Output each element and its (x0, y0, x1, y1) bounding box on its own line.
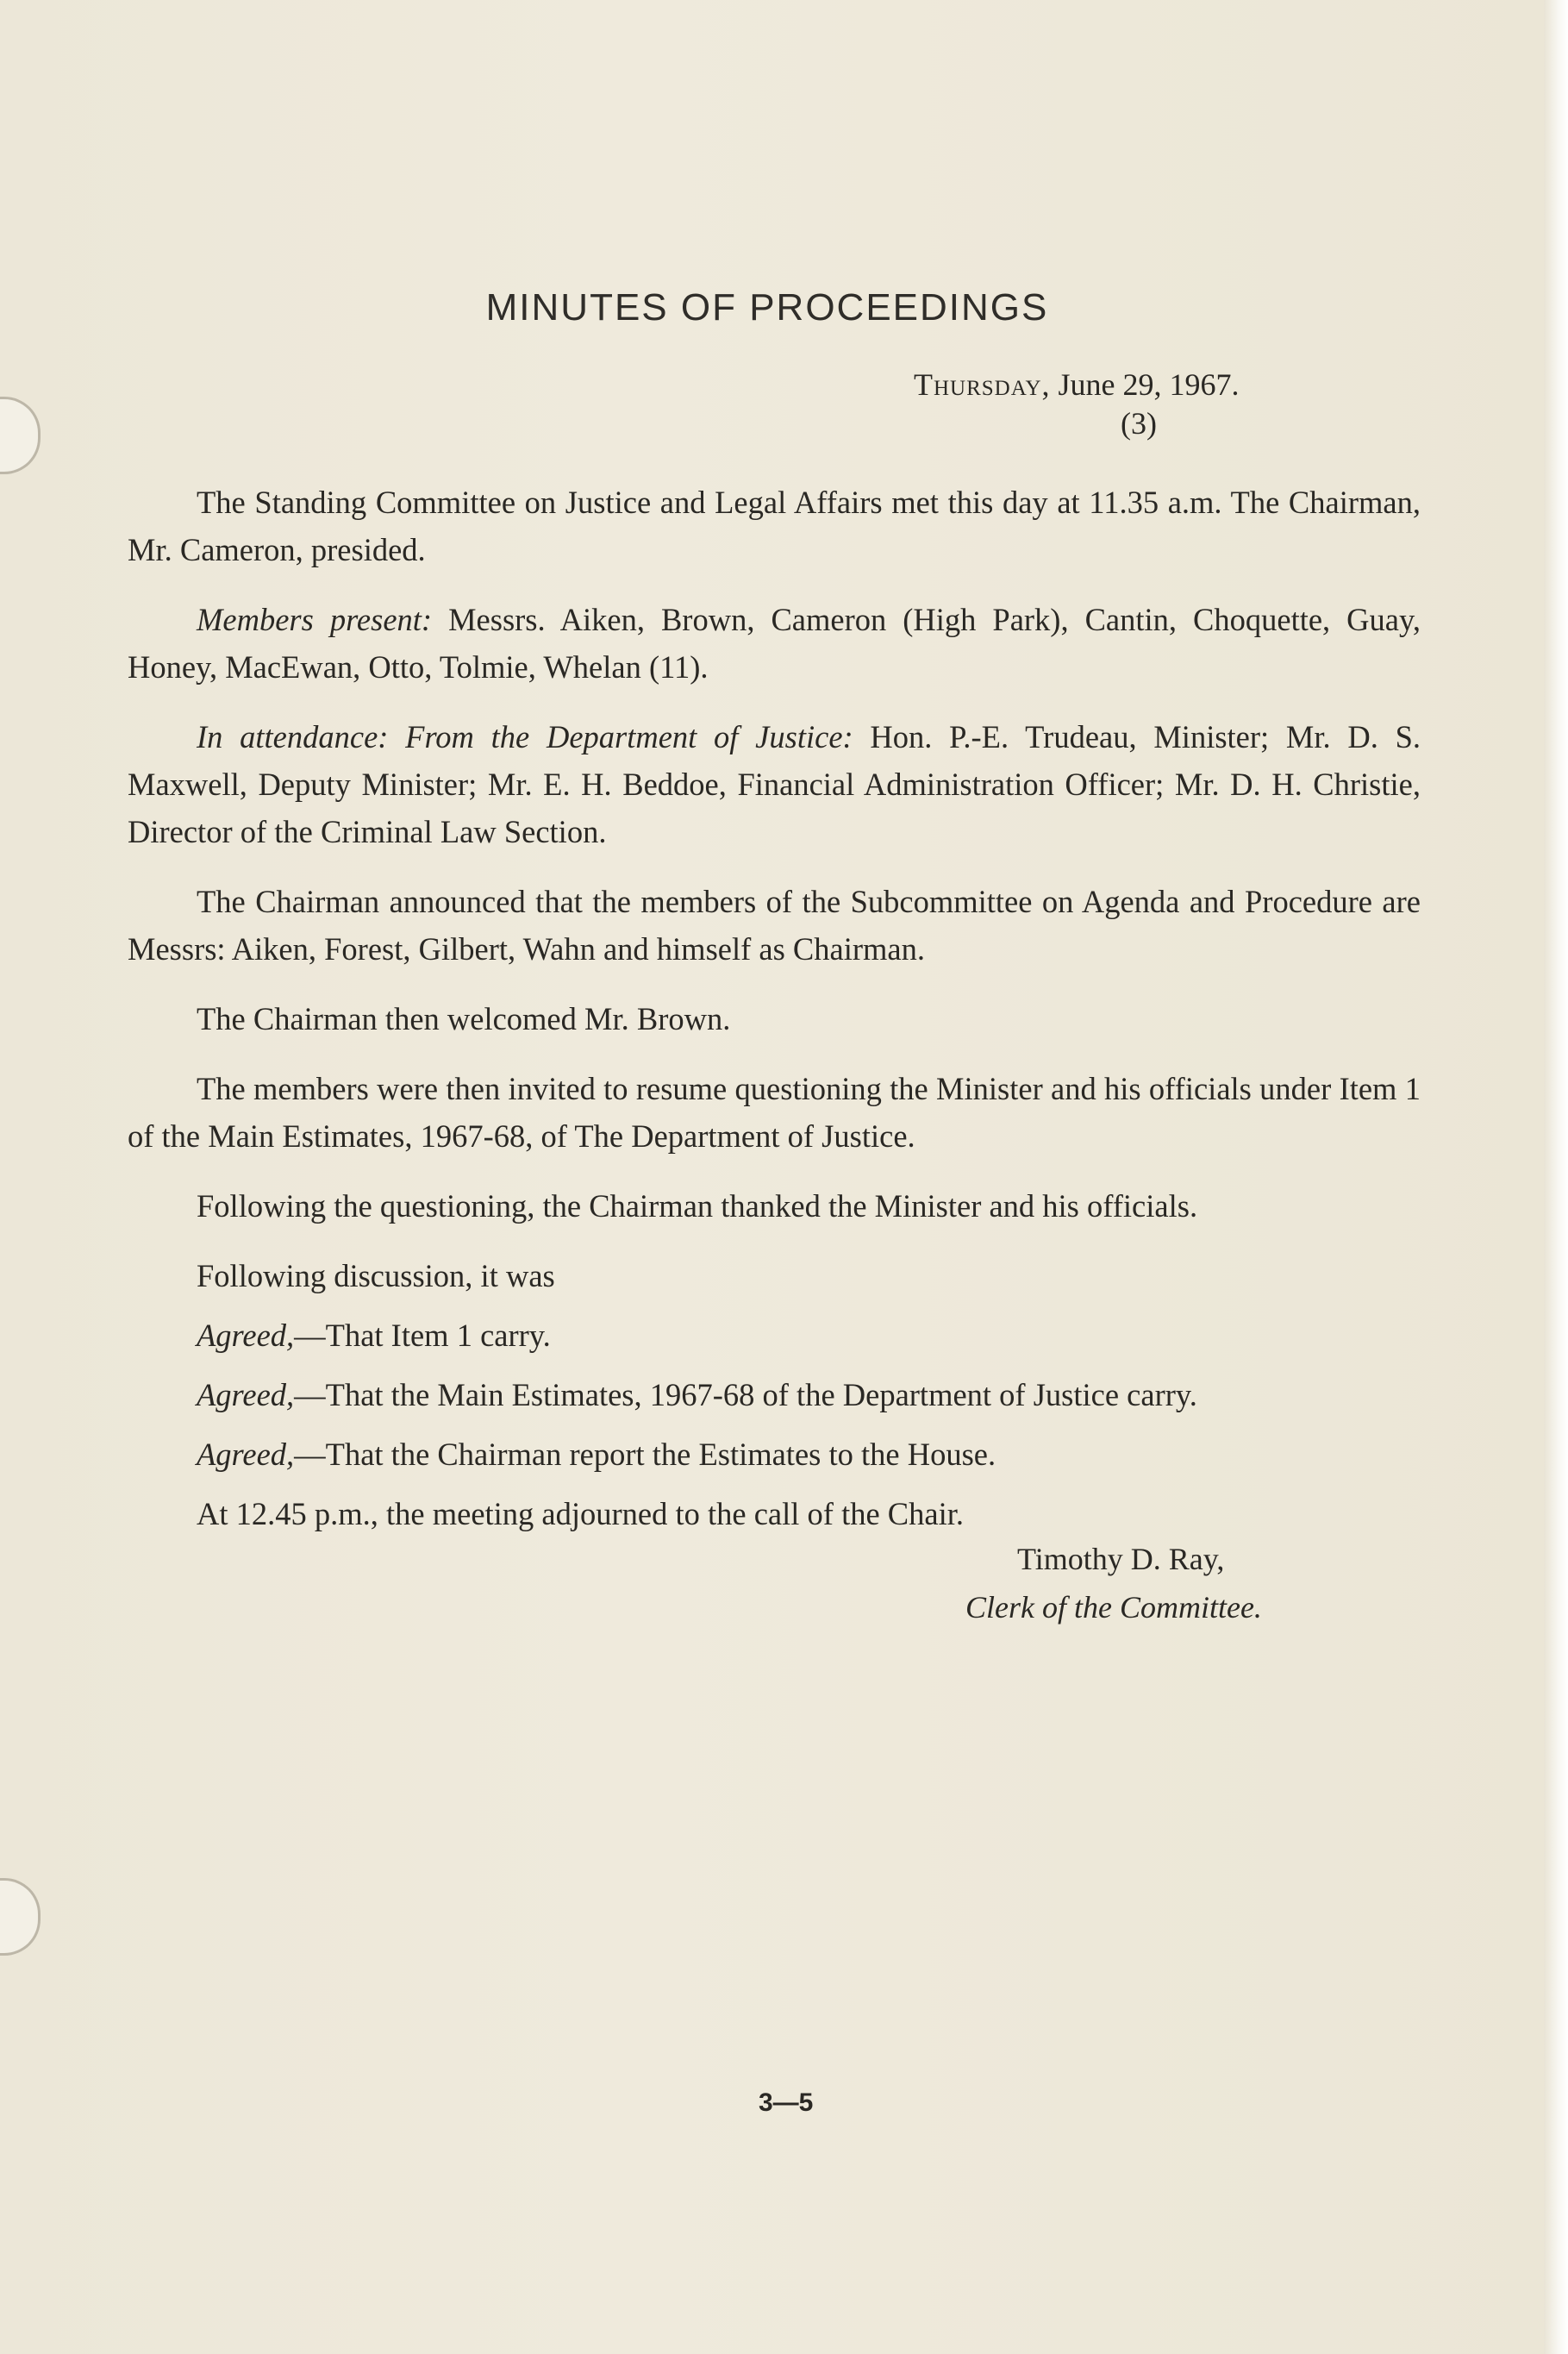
paragraph-agreed-estimates (128, 1371, 1421, 1418)
agreed-label: Agreed, (197, 1318, 295, 1353)
minutes-body (128, 479, 1421, 1560)
page-number: 3—5 (759, 2088, 814, 2117)
clerk-name: Timothy D. Ray, (1017, 1542, 1225, 1576)
clerk-title: Clerk of the Committee. (965, 1590, 1262, 1625)
paragraph-subcommittee: The Chairman announced that the members of the Subcommittee on Agenda and Procedure are Messrs: Aiken, Forest, Gilbert, Wahn and himself as Chairman. (128, 884, 1421, 967)
paragraph-discussion: Following discussion, it was (197, 1258, 555, 1293)
agreed-report-text: —That the Chairman report the Estimates to the House. (294, 1437, 996, 1472)
punch-hole-top (0, 397, 41, 474)
in-attendance-text: Hon. P.-E. Trudeau, Minister; Mr. D. S. Maxwell, Deputy Minister; Mr. E. H. Beddoe, Financial Administration Officer; Mr. D. H. Christie, Director of the Criminal Law Section. (128, 719, 1421, 849)
paragraph-agreed-item1 (128, 1312, 1421, 1359)
signature-block (965, 1535, 1262, 1631)
paragraph-in-attendance (128, 713, 1421, 855)
sitting-number: (3) (1121, 406, 1157, 441)
in-attendance-label: In attendance: From the Department of Justice: (197, 719, 853, 754)
meeting-date-text: June 29, 1967. (1058, 367, 1240, 402)
paragraph-opening: The Standing Committee on Justice and Legal Affairs met this day at 11.35 a.m. The Chairman, Mr. Cameron, presided. (128, 485, 1421, 567)
punch-hole-bottom (0, 1878, 41, 1956)
meeting-day: Thursday, (914, 367, 1051, 402)
members-present-text: Messrs. Aiken, Brown, Cameron (High Park), Cantin, Choquette, Guay, Honey, MacEwan, Otto, Tolmie, Whelan (11). (128, 602, 1421, 685)
paragraph-questioning: The members were then invited to resume questioning the Minister and his officials under Item 1 of the Main Estimates, 1967-68, of The Department of Justice. (128, 1071, 1421, 1154)
page-title: MINUTES OF PROCEEDINGS (485, 286, 1049, 329)
meeting-date (914, 366, 1240, 403)
paragraph-agreed-report (128, 1431, 1421, 1478)
members-present-label: Members present: (197, 602, 433, 637)
paragraph-members-present (128, 596, 1421, 691)
page-edge (1544, 0, 1568, 2354)
agreed-label: Agreed, (197, 1437, 295, 1472)
paragraph-adjourned: At 12.45 p.m., the meeting adjourned to the call of the Chair. (197, 1496, 964, 1531)
agreed-item1-text: —That Item 1 carry. (294, 1318, 551, 1353)
agreed-estimates-text: —That the Main Estimates, 1967-68 of the Department of Justice carry. (294, 1377, 1197, 1412)
agreed-label: Agreed, (197, 1377, 295, 1412)
paragraph-welcome: The Chairman then welcomed Mr. Brown. (197, 1001, 731, 1036)
paragraph-thanks: Following the questioning, the Chairman thanked the Minister and his officials. (197, 1188, 1198, 1224)
